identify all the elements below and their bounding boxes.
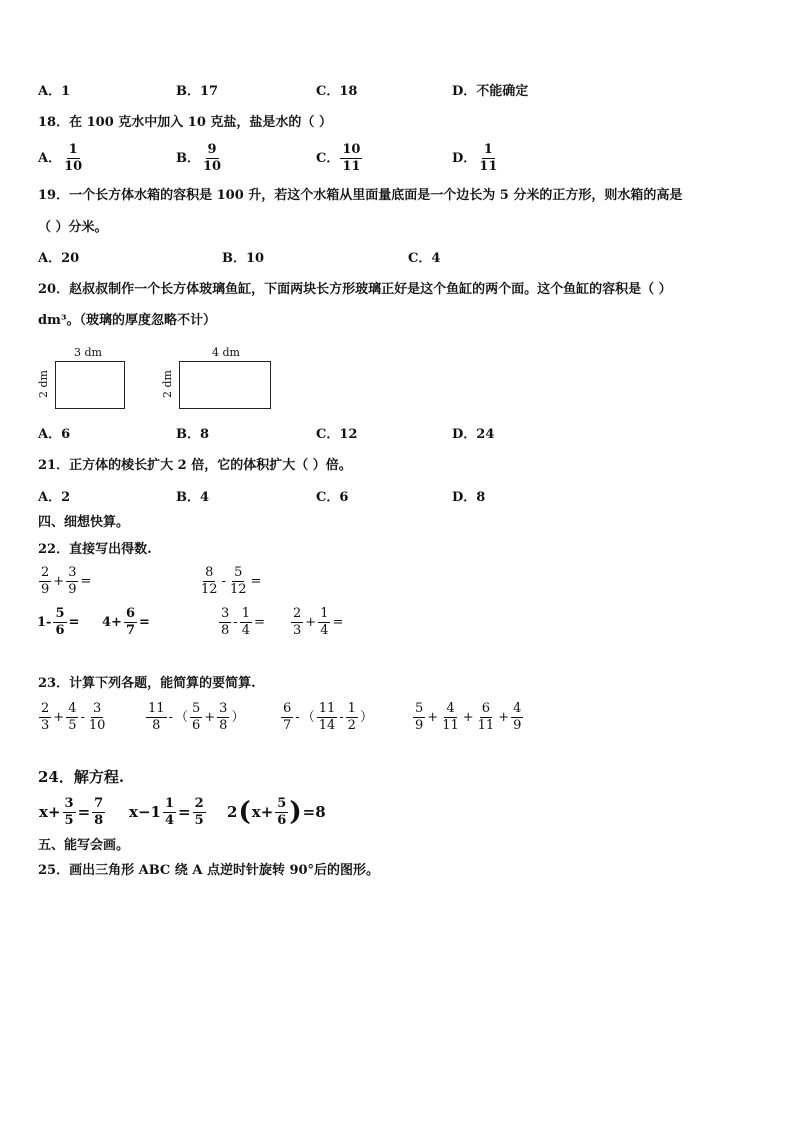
q17-option-a: A．1 bbox=[38, 84, 71, 99]
q18-stem: 18．在 100 克水中加入 10 克盐，盐是水的（ ） bbox=[38, 115, 332, 130]
q17-option-c: C．18 bbox=[316, 84, 358, 99]
fraction: $\frac{9}{10}$ bbox=[203, 142, 222, 174]
q24-equation-2: x−1 $\frac{1}{4}$ = $\frac{2}{5}$ bbox=[129, 796, 204, 828]
q23-stem: 23．计算下列各题，能简算的要简算. bbox=[38, 676, 256, 691]
q23-expression-1: $\frac{2}{3}$ + $\frac{4}{5}$ - $\frac{3}{10}$ bbox=[41, 701, 106, 733]
q22-expression-2: $\frac{8}{12}$ - $\frac{5}{12}$ = bbox=[201, 565, 262, 597]
q20-option-b: B．8 bbox=[176, 427, 210, 442]
q23-expression-3: $\frac{6}{7}$ - （ $\frac{11}{14}$ - $\frac{1}{2}$ ） bbox=[283, 701, 373, 733]
figure1-side-label: 2 dm bbox=[37, 370, 50, 398]
q24-equation-1: x+ $\frac{3}{5}$ = $\frac{7}{8}$ bbox=[39, 796, 104, 828]
q17-option-d: D．不能确定 bbox=[452, 84, 529, 99]
q19-option-c: C．4 bbox=[408, 251, 441, 266]
q22-stem: 22．直接写出得数. bbox=[38, 542, 152, 557]
q20-stem-line2: dm³。（玻璃的厚度忽略不计） bbox=[38, 313, 217, 328]
q21-option-d: D．8 bbox=[452, 490, 486, 505]
section-4-heading: 四、细想快算。 bbox=[38, 515, 130, 530]
q24-stem: 24．解方程. bbox=[38, 768, 125, 786]
q21-option-a: A．2 bbox=[38, 490, 71, 505]
fraction: $\frac{10}{11}$ bbox=[342, 142, 361, 174]
q19-option-b: B．10 bbox=[222, 251, 265, 266]
q22-expression-3: 1- $\frac{5}{6}$ = bbox=[37, 606, 80, 638]
q23-expression-2: $\frac{11}{8}$ - （ $\frac{5}{6}$ + $\frac{3}{8}$ ） bbox=[148, 701, 245, 733]
q24-equation-3: 2 ( x+ $\frac{5}{6}$ ) =8 bbox=[227, 796, 326, 828]
section-5-heading: 五、能写会画。 bbox=[38, 838, 130, 853]
q21-option-b: B．4 bbox=[176, 490, 210, 505]
q18-option-b: B． $\frac{9}{10}$ bbox=[176, 142, 222, 174]
q20-option-a: A．6 bbox=[38, 427, 71, 442]
q22-expression-6: $\frac{2}{3}$ + $\frac{1}{4}$ = bbox=[293, 606, 344, 638]
q22-expression-1: $\frac{2}{9}$ + $\frac{3}{9}$ = bbox=[41, 565, 92, 597]
q21-stem: 21．正方体的棱长扩大 2 倍，它的体积扩大（ ）倍。 bbox=[38, 458, 352, 473]
glass-rectangle-1 bbox=[55, 361, 125, 409]
q23-expression-4: $\frac{5}{9}$ + $\frac{4}{11}$ + $\frac{6}{11}$ + $\frac{4}{9}$ bbox=[415, 701, 522, 733]
fraction: $\frac{1}{11}$ bbox=[479, 142, 498, 174]
figure2-side-label: 2 dm bbox=[161, 370, 174, 398]
figure2-top-label: 4 dm bbox=[212, 346, 240, 359]
q22-expression-4: 4+ $\frac{6}{7}$ = bbox=[102, 606, 150, 638]
q19-stem-line2: （ ）分米。 bbox=[38, 220, 108, 235]
fraction: $\frac{1}{10}$ bbox=[64, 142, 83, 174]
q20-option-d: D．24 bbox=[452, 427, 495, 442]
q19-option-a: A．20 bbox=[38, 251, 80, 266]
q17-option-b: B．17 bbox=[176, 84, 219, 99]
q18-option-a: A． $\frac{1}{10}$ bbox=[38, 142, 83, 174]
q25-stem: 25．画出三角形 ABC 绕 A 点逆时针旋转 90°后的图形。 bbox=[38, 863, 380, 878]
left-paren-glyph: ( bbox=[238, 797, 251, 828]
q18-option-c: C． $\frac{10}{11}$ bbox=[316, 142, 361, 174]
right-paren-glyph: ) bbox=[289, 797, 302, 828]
q20-stem-line1: 20．赵叔叔制作一个长方体玻璃鱼缸，下面两块长方形玻璃正好是这个鱼缸的两个面。这个鱼缸的容积是（ ） bbox=[38, 282, 672, 297]
q21-option-c: C．6 bbox=[316, 490, 349, 505]
q19-stem-line1: 19．一个长方体水箱的容积是 100 升，若这个水箱从里面量底面是一个边长为 5 分米的正方形，则水箱的高是 bbox=[38, 188, 683, 203]
q18-option-d: D． $\frac{1}{11}$ bbox=[452, 142, 498, 174]
figure1-top-label: 3 dm bbox=[74, 346, 102, 359]
q22-expression-5: $\frac{3}{8}$ - $\frac{1}{4}$ = bbox=[221, 606, 265, 638]
glass-rectangle-2 bbox=[179, 361, 271, 409]
q20-option-c: C．12 bbox=[316, 427, 358, 442]
